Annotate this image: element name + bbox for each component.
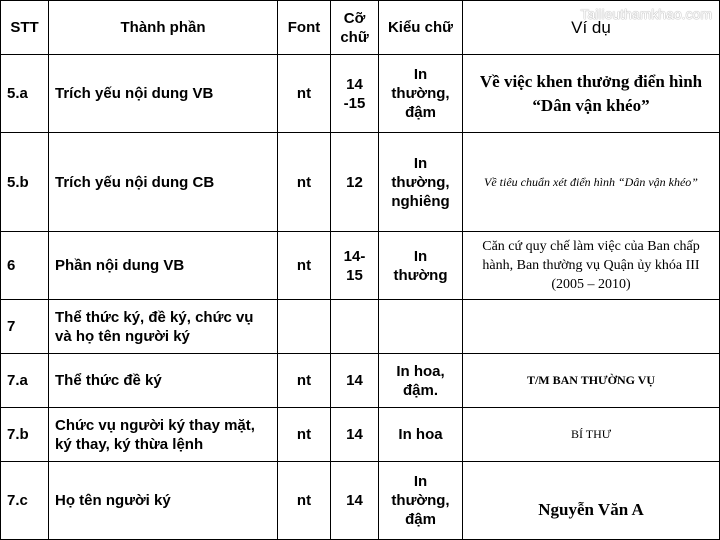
cell-component: Họ tên người ký [49,462,278,540]
cell-example [463,232,720,300]
cell-size: 14 [331,408,379,462]
cell-size: 14-15 [331,232,379,300]
cell-stt: 5.a [1,55,49,133]
table-row [1,133,720,232]
cell-size: 14 -15 [331,55,379,133]
example-text: Nguyễn Văn A [538,500,644,519]
cell-component: Thể thức đề ký [49,354,278,408]
header-example: Ví dụ [463,1,720,55]
cell-example [463,354,720,408]
header-component: Thành phần [49,1,278,55]
header-style: Kiểu chữ [379,1,463,55]
cell-style: In thường [379,232,463,300]
cell-font: nt [278,462,331,540]
cell-component: Thể thức ký, đề ký, chức vụ và họ tên người ký [49,300,278,354]
table-row [1,408,720,462]
header-stt: STT [1,1,49,55]
cell-example [463,133,720,232]
cell-stt: 5.b [1,133,49,232]
cell-example [463,462,720,540]
cell-size: 14 [331,354,379,408]
header-size: Cỡ chữ [331,1,379,55]
watermark: Tailieuthamkhao.com [580,6,712,22]
cell-example [463,408,720,462]
cell-style: In hoa, đậm. [379,354,463,408]
cell-font: nt [278,408,331,462]
cell-component: Trích yếu nội dung VB [49,55,278,133]
cell-font: nt [278,232,331,300]
table-row [1,232,720,300]
header-font: Font [278,1,331,55]
cell-example [463,300,720,354]
cell-style: In thường, đậm [379,55,463,133]
table-row [1,354,720,408]
example-line-2: “Dân vận khéo” [532,95,650,115]
example-text: Về tiêu chuẩn xét điển hình “Dân vận khéo” [484,174,698,189]
cell-stt: 7 [1,300,49,354]
cell-stt: 7.b [1,408,49,462]
cell-style [379,300,463,354]
cell-size [331,300,379,354]
table-row [1,300,720,354]
example-text: BÍ THƯ [570,427,612,441]
cell-style: In thường, nghiêng [379,133,463,232]
example-line-1: Về việc khen thưởng điển hình [479,71,703,91]
cell-component: Phần nội dung VB [49,232,278,300]
cell-component: Chức vụ người ký thay mặt, ký thay, ký thừa lệnh [49,408,278,462]
cell-style: In thường, đậm [379,462,463,540]
table-row [1,462,720,540]
cell-stt: 7.a [1,354,49,408]
cell-font: nt [278,133,331,232]
cell-size: 14 [331,462,379,540]
example-text: Căn cứ quy chế làm việc của Ban chấp hành, Ban thường vụ Quận ủy khóa III (2005 – 2010) [482,239,700,292]
table-row [1,55,720,133]
cell-stt: 6 [1,232,49,300]
cell-example [463,55,720,133]
cell-font [278,300,331,354]
example-text: T/M BAN THƯỜNG VỤ [526,373,656,387]
cell-font: nt [278,354,331,408]
cell-component: Trích yếu nội dung CB [49,133,278,232]
cell-size: 12 [331,133,379,232]
cell-style: In hoa [379,408,463,462]
cell-stt: 7.c [1,462,49,540]
cell-font: nt [278,55,331,133]
